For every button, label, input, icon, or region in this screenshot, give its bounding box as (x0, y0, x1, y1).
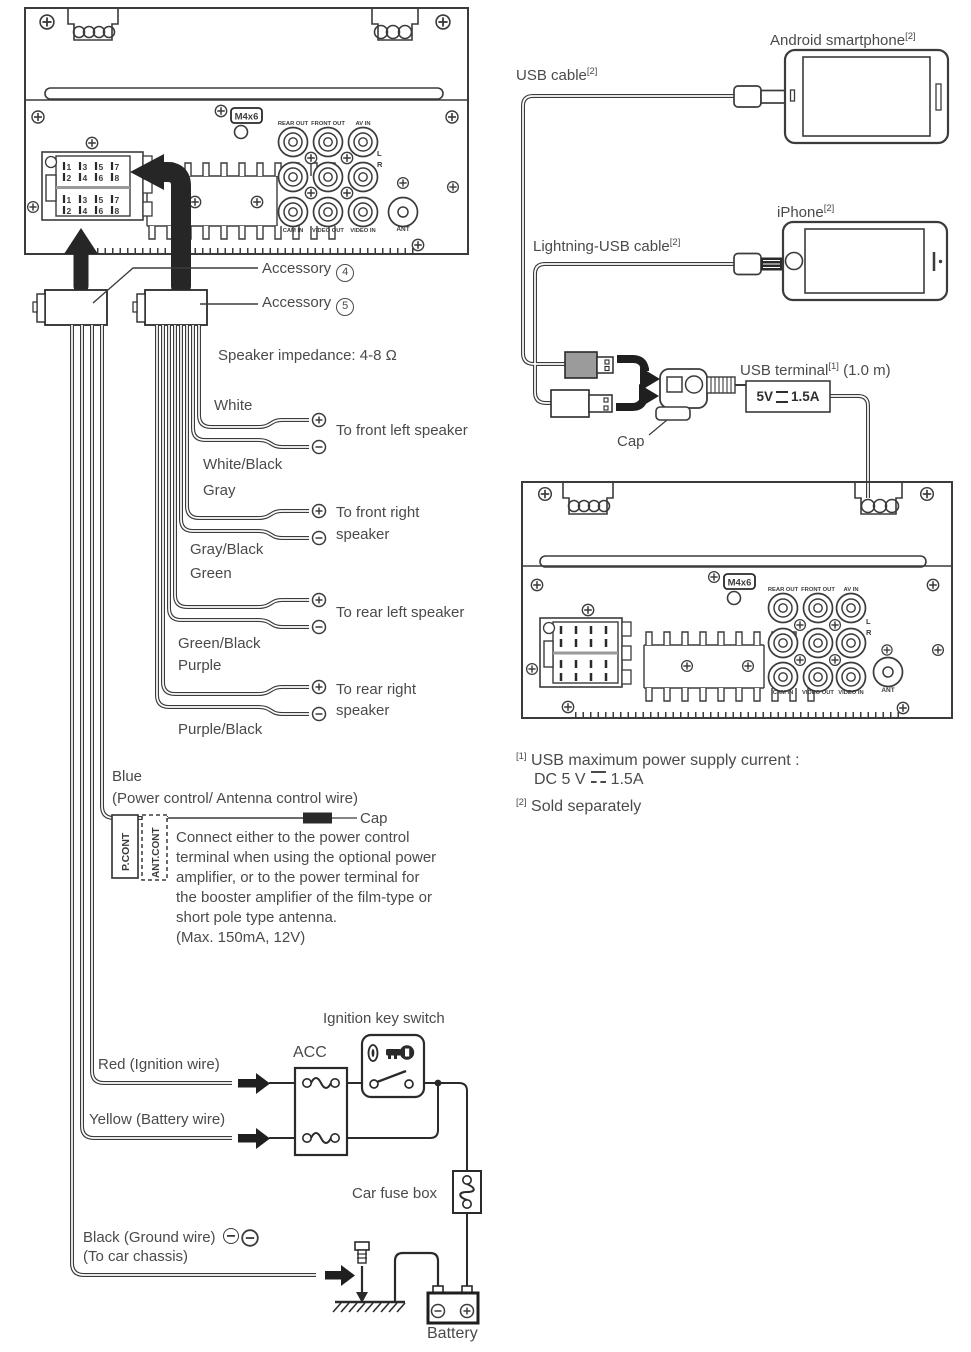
wire-green-label: Green (190, 565, 232, 582)
speaker-impedance-label: Speaker impedance: 4-8 Ω (218, 347, 397, 364)
svg-text:M4x6: M4x6 (727, 577, 752, 589)
svg-text:M4x6: M4x6 (234, 111, 259, 123)
bolt-head (355, 1242, 369, 1250)
cap-label: Cap (360, 810, 388, 827)
lightning-plug (734, 254, 761, 275)
usb-rating-label: 5V 1.5A (756, 389, 820, 404)
minus-icon (313, 621, 326, 634)
svg-text:8: 8 (114, 173, 120, 183)
svg-text:REAR OUT: REAR OUT (277, 121, 309, 127)
harness-connector-2 (540, 618, 631, 687)
svg-text:P.CONT: P.CONT (120, 832, 132, 871)
minus-icon (313, 441, 326, 454)
minus-icon (223, 1228, 239, 1244)
svg-text:1: 1 (66, 162, 72, 172)
blue-desc-label: (Power control/ Antenna control wire) (112, 790, 358, 807)
svg-text:AV IN: AV IN (355, 121, 371, 127)
front-left-speaker-label: To front left speaker (336, 422, 468, 439)
svg-text:VIDEO IN: VIDEO IN (838, 690, 864, 696)
svg-text:6: 6 (98, 173, 104, 183)
wire-black-label: Black (Ground wire) (83, 1228, 239, 1247)
plus-icon (313, 414, 326, 427)
footnote-2: [2] Sold separately (516, 797, 642, 815)
wire-white-black-label: White/Black (203, 456, 283, 473)
footnote-1: [1] USB maximum power supply current : (516, 751, 800, 769)
wire-cap (303, 813, 332, 824)
ignition-key-switch-label: Ignition key switch (323, 1010, 445, 1027)
micro-usb-plug (734, 86, 761, 107)
svg-text:FRONT OUT: FRONT OUT (311, 121, 345, 127)
svg-text:L: L (866, 617, 871, 626)
svg-text:1: 1 (66, 195, 72, 205)
svg-text:6: 6 (98, 206, 104, 216)
ground-minus-icon (242, 1230, 258, 1246)
svg-text:2: 2 (66, 173, 72, 183)
m4x6-badge-1 (231, 108, 262, 139)
chassis-label: (To car chassis) (83, 1248, 189, 1265)
svg-text:4: 4 (82, 206, 88, 216)
car-fuse-box-label: Car fuse box (352, 1185, 438, 1202)
rca-cluster-1 (278, 121, 418, 234)
wire-red-label: Red (Ignition wire) (98, 1056, 220, 1073)
android-label: Android smartphone[2] (770, 31, 916, 49)
rear-left-speaker-label: To rear left speaker (336, 604, 465, 621)
speaker-polarity-symbols (313, 414, 326, 721)
android-phone (734, 50, 948, 143)
wire-gray-black-label: Gray/Black (190, 541, 264, 558)
circled-4: 4 (336, 264, 354, 282)
svg-text:VIDEO IN: VIDEO IN (350, 228, 376, 234)
acc-fuse-box (295, 1068, 347, 1155)
car-fuse-box (453, 1171, 481, 1213)
battery-plus-icon (461, 1305, 474, 1318)
svg-text:ANT.CONT: ANT.CONT (151, 827, 162, 878)
accessory-5-label: Accessory 5 (262, 293, 354, 316)
dc-symbol-icon (776, 391, 788, 403)
footnote-1-line2: DC 5 V 1.5A (534, 771, 644, 788)
rear-right-speaker-label-1: To rear right (336, 681, 417, 698)
wire-gray-label: Gray (203, 482, 236, 499)
usb-cap-label: Cap (617, 433, 645, 450)
harness-plug-5 (133, 290, 207, 325)
front-right-speaker-label-2: speaker (336, 526, 390, 543)
svg-text:7: 7 (114, 162, 120, 172)
svg-text:4: 4 (82, 173, 88, 183)
front-right-speaker-label-1: To front right (336, 504, 420, 521)
usb-plug-gray (565, 352, 613, 378)
dc-symbol-icon (591, 771, 606, 783)
svg-text:R: R (377, 160, 383, 169)
iphone-label: iPhone[2] (777, 203, 835, 221)
ignition-key-switch (362, 1035, 424, 1097)
wire-purple-black-label: Purple/Black (178, 721, 263, 738)
svg-text:5: 5 (98, 195, 104, 205)
wire-white-label: White (214, 397, 253, 414)
svg-text:5: 5 (98, 162, 104, 172)
plus-icon (313, 594, 326, 607)
svg-text:3: 3 (82, 195, 88, 205)
usb-cable-label: USB cable[2] (516, 66, 598, 84)
rear-right-speaker-label-2: speaker (336, 702, 390, 719)
plus-icon (313, 505, 326, 518)
svg-text:R: R (866, 628, 872, 637)
usb-terminal-label: USB terminal[1] (1.0 m) (740, 361, 891, 379)
lightning-cable-label: Lightning-USB cable[2] (533, 237, 681, 255)
battery-label: Battery (427, 1325, 478, 1342)
svg-text:AV IN: AV IN (843, 587, 859, 593)
svg-text:REAR OUT: REAR OUT (767, 587, 799, 593)
svg-text:8: 8 (114, 206, 120, 216)
svg-text:ANT: ANT (396, 226, 410, 233)
circled-5: 5 (336, 298, 354, 316)
battery-minus-icon (432, 1305, 445, 1318)
svg-text:ANT: ANT (881, 687, 895, 694)
usb-plug-white (551, 390, 612, 417)
wire-green-black-label: Green/Black (178, 635, 261, 652)
accessory-4-label: Accessory 4 (262, 259, 354, 282)
wire-purple-label: Purple (178, 657, 222, 674)
svg-text:VIDEO OUT: VIDEO OUT (802, 690, 834, 696)
svg-text:L: L (377, 149, 382, 158)
wire-yellow-label: Yellow (Battery wire) (89, 1111, 226, 1128)
svg-text:FRONT OUT: FRONT OUT (801, 587, 835, 593)
usb-cap (656, 407, 690, 420)
wire-blue-label: Blue (112, 768, 143, 785)
svg-text:VIDEO OUT: VIDEO OUT (312, 228, 344, 234)
plus-icon (313, 681, 326, 694)
acc-label: ACC (293, 1044, 327, 1061)
svg-text:CAM IN: CAM IN (282, 228, 304, 234)
rca-cluster-2 (768, 587, 903, 696)
home-button-icon (786, 253, 803, 270)
svg-text:3: 3 (82, 162, 88, 172)
svg-text:2: 2 (66, 206, 72, 216)
minus-icon (313, 708, 326, 721)
svg-text:CAM IN: CAM IN (772, 690, 794, 696)
iphone (734, 222, 947, 300)
power-control-note: Connect either to the power control terminal when using the optional power amplifier, or to the power terminal for the booster amplifier of the film-type or short pole type antenna. (Max. 150mA, 12V) (176, 829, 437, 946)
install-arrow-up (64, 228, 98, 286)
svg-text:7: 7 (114, 195, 120, 205)
battery (428, 1286, 478, 1323)
ant-jack (389, 198, 418, 227)
connect-arrows (616, 359, 660, 408)
harness-plug-4 (33, 290, 107, 325)
m4x6-badge-2 (724, 574, 755, 605)
junction-dot (435, 1080, 442, 1087)
minus-icon (313, 532, 326, 545)
